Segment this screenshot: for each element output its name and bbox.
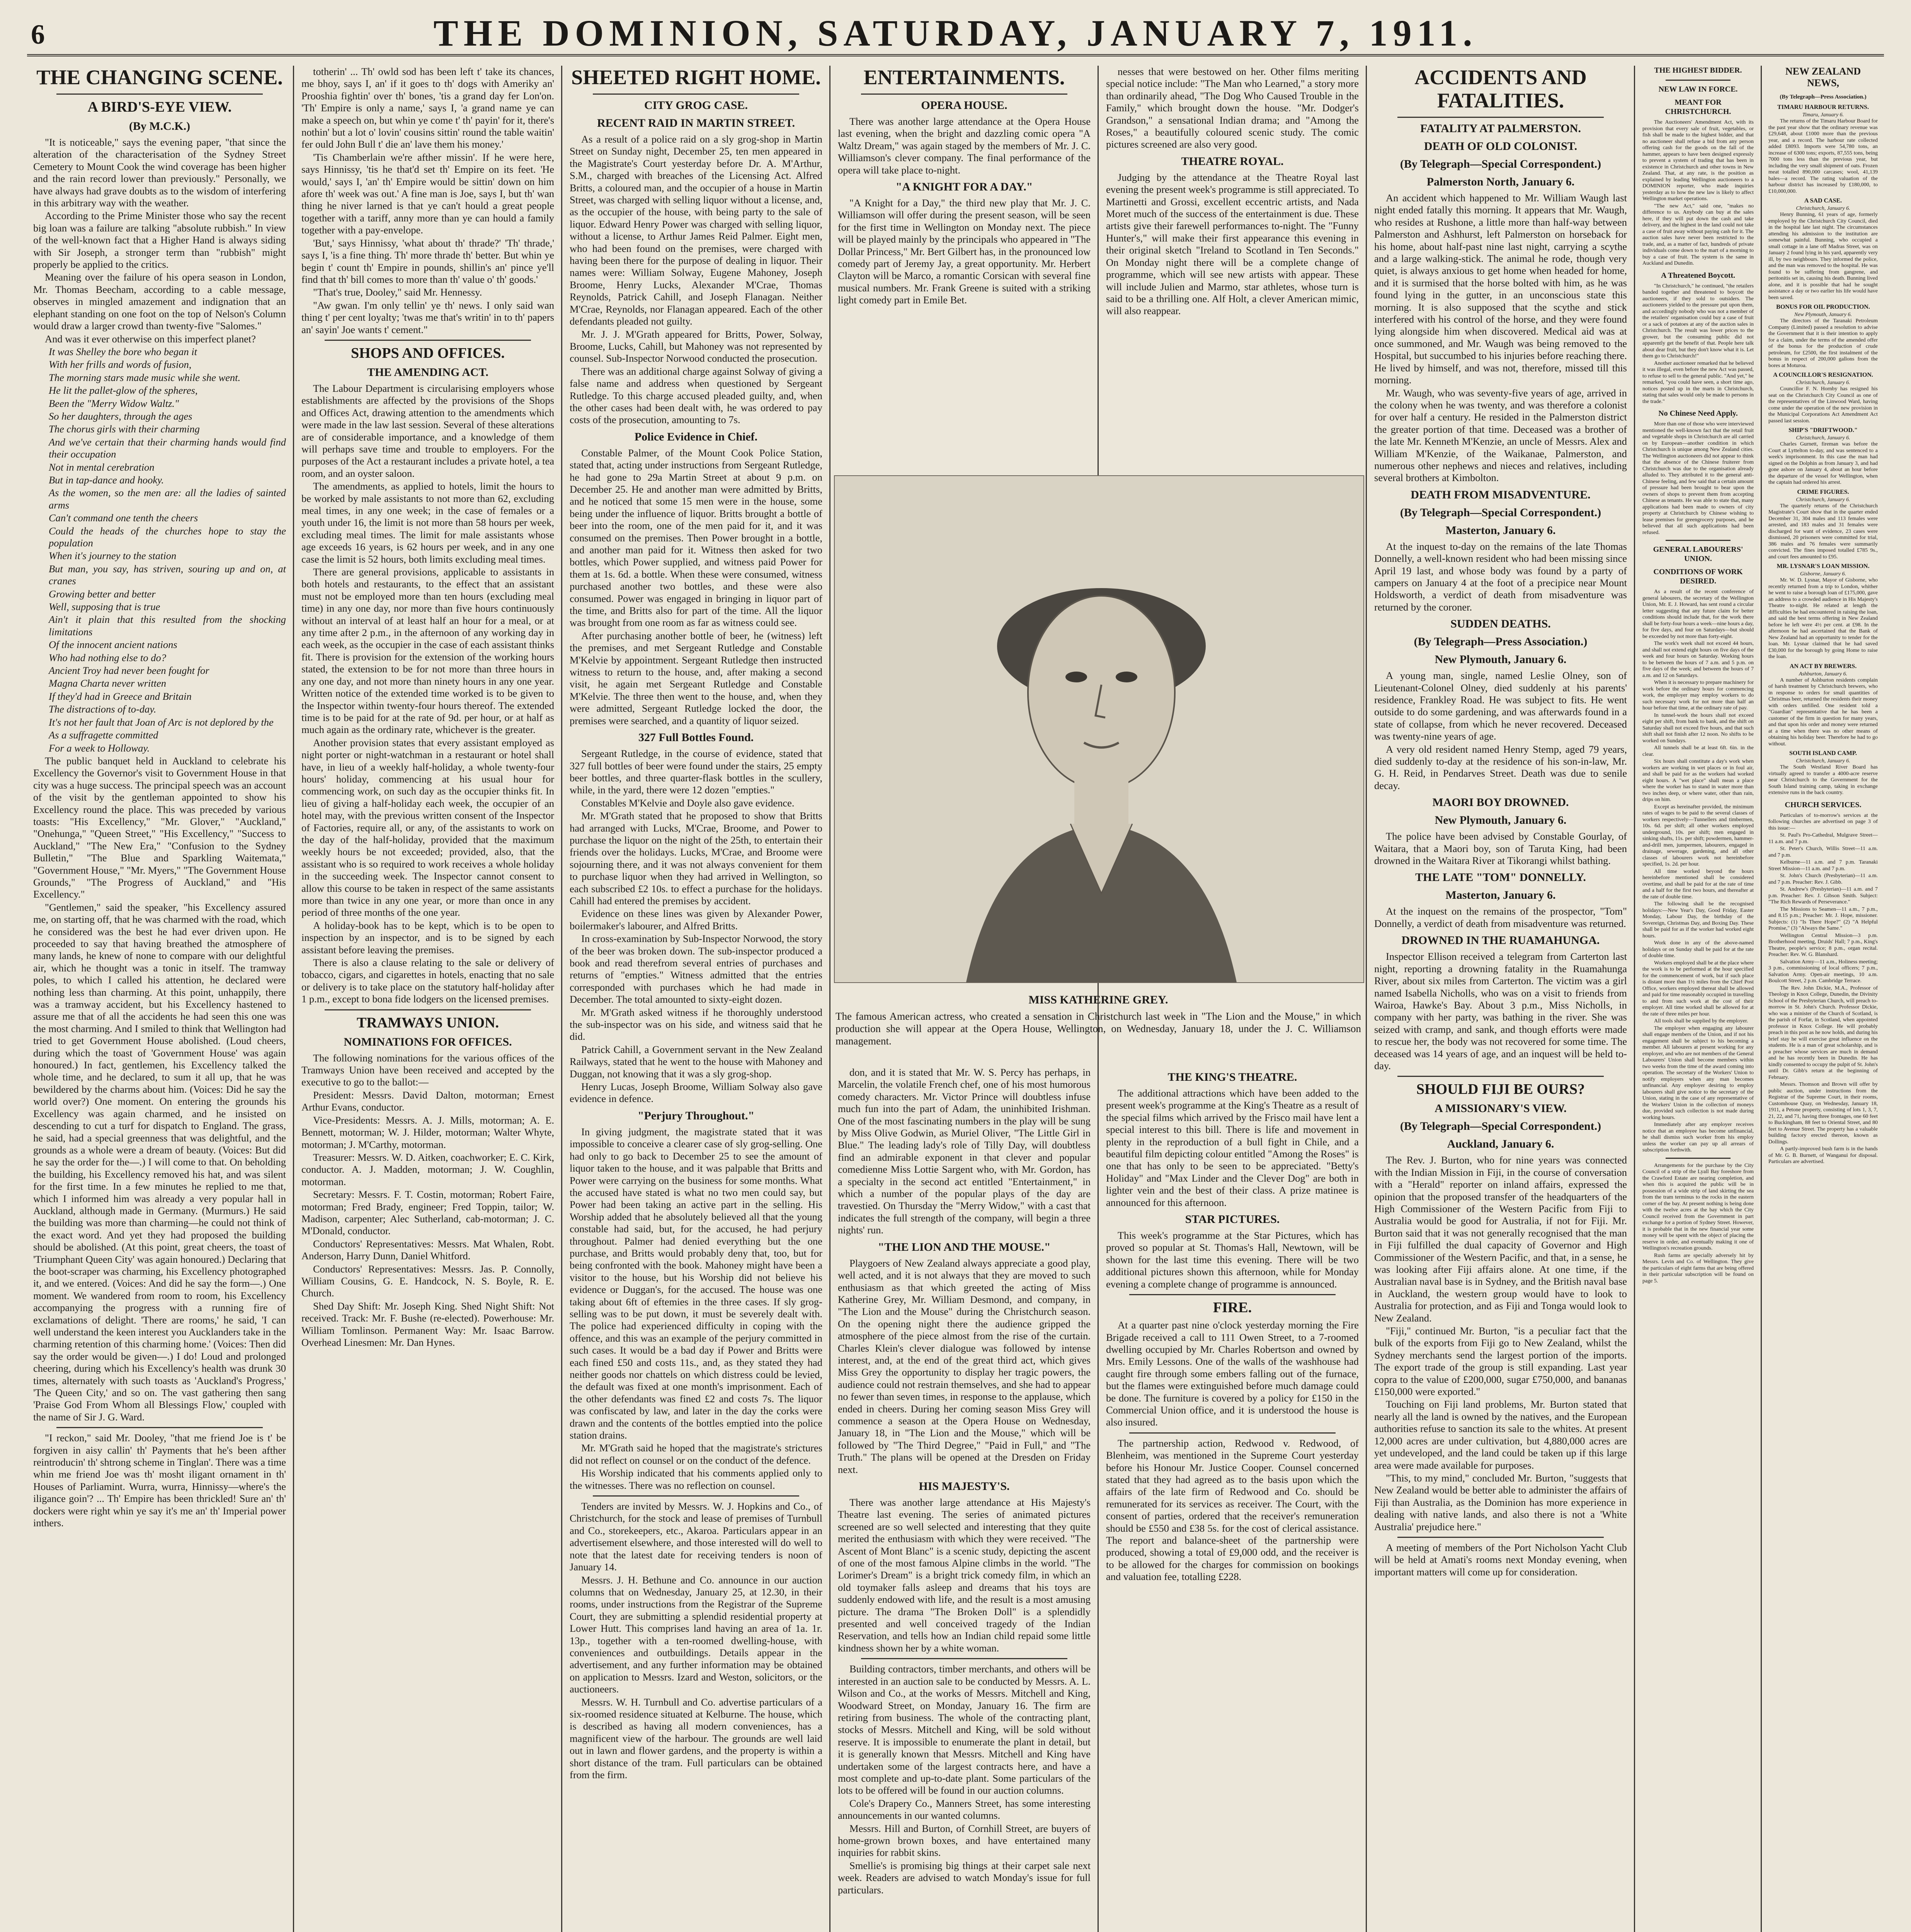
dateline: Christchurch, January 6. <box>1796 206 1850 211</box>
paragraph: "I reckon," said Mr. Dooley, "that me friend Joe is t' be forgiven in aisy callin' th' Payments that he's been afther reintroducin' th' shtrong scheme in Tinglan'. There was a time whin me friend Joe was th' mosht iligant ornament in th' Houses of Parliamint. Wurra, wurra, Hinnissy—where's the iligance goin'? ... Th' Empire has been thrickled! Sure an' th' dockers were right whin ye say it's me an' th' Imperial power inthers. <box>33 1432 286 1529</box>
subhead-bottles: 327 Full Bottles Found. <box>638 731 754 744</box>
paragraph: Building contractors, timber merchants, and others will be interested in an auction sale to be conducted by Messrs. A. L. Wilson and Co., at the works of Messrs. Mitchell and King, Woodward Street, on Monday, January 16. The firm are retiring from business. The whole of the contracting plant, stocks of Messrs. Mitchell and King, will be sold without reserve. It is impossible to enumerate the plant in detail, but it is generally known that Messrs. Mitchell and King have undertaken some of the largest contracts here, and have a most complete and up-to-date plant. Some particulars of the lots to be offered will be found in our auction columns. <box>838 1663 1091 1796</box>
subhead-new-law: NEW LAW IN FORCE. <box>1658 85 1738 94</box>
column-rule <box>1634 66 1635 1932</box>
verse-line: Magna Charta never written <box>49 677 166 689</box>
paragraph: There was another large attendance at the Opera House last evening, when the bright and dazzling comic opera "A Waltz Dream," was again staged by the members of Mr. J. C. Williamson's clever company. The final performance of the opera will take place to-night. <box>838 116 1091 176</box>
column-rule <box>1366 66 1367 1932</box>
dateline: Masterton, January 6. <box>1445 524 1556 537</box>
subhead-city-grog: CITY GROG CASE. <box>644 99 748 112</box>
headline-accidents: ACCIDENTS AND FATALITIES. <box>1414 66 1587 112</box>
paragraph: This week's programme at the Star Pictures, which has proved so popular at St. Thomas's Hall, Newtown, will be shown for the last time this evening. There will be two additional pictures shown this afternoon, while for Monday evening a complete change of programme is announced. <box>1106 1230 1359 1290</box>
paragraph: The Rev. J. Burton, who for nine years was connected with the Indian Mission in Fiji, in the course of conversation with a "Herald" reporter on inland affairs, expressed the opinion that the proposed transfer of the headquarters of the High Commissioner of the Western Pacific from Fiji to Australia would be good for Australia, if not for Fiji. Mr. Burton said that it was not generally recognised that the man in Fiji fulfilled the dual capacity of Governor and High Commissioner of the Western Pacific, and that, in a sense, he was looking after Fiji affairs alone. At one time, if the Australian naval base is in Sydney, and the British naval base in Auckland, the western group would have to look to Australia for protection, and as Fiji and Tonga would look to New Zealand. <box>1374 1154 1627 1324</box>
paragraph: There was another large attendance at His Majesty's Theatre last evening. The series of animated pictures screened are so well selected and interesting that they quite merited the enthusiasm with which they were received. "The Ascent of Mont Blanc" is a scenic study, depicting the ascent of one of the most famous Alpine climbs in the world. "The Lorimer's Dream" is a bright trick comedy film, in which an old toymaker falls asleep and dreams that his toys are suddenly endowed with life, and the result is a most amusing picture. The drama "The Broken Doll" is a splendidly presented and well conceived tragedy of the Indian Reservation, and tells how an Indian child repaid some little kindness shown her by a white woman. <box>838 1497 1091 1654</box>
subhead-perjury: "Perjury Throughout." <box>637 1109 755 1122</box>
caption-text: The famous American actress, who created a sensation in Christchurch last week in "The Lion and the Mouse," in which production she will appear at the Opera House, Wellington, on Wednesday, January 18, under the J. C. Williamson management. <box>836 1010 1361 1047</box>
headline-church-services: CHURCH SERVICES. <box>1785 800 1862 809</box>
paragraph: An accident which happened to Mr. William Waugh last night ended fatally this morning. It appears that Mr. Waugh, who resides at Rushone, a little more than half-way between Palmerston and Ashhurst, left Palmerston on horseback for his home, about half-past nine last night, carrying a scythe and a large walking-stick. The animal he rode, though very quiet, is always anxious to get home when headed for home, and it is surmised that the horse bolted with him, as he was found lying in the gutter, in an unconscious state this morning. It is also supposed that the scythe and stick interfered with his control of the horse, and they were found lying alongside him when discovered. Medical aid was at once summoned, and Mr. Waugh was being removed to the Hospital, but succumbed to his injuries before reaching there. He lived by himself, and was not, therefore, missed till this morning. <box>1374 192 1627 386</box>
paragraph: Sergeant Rutledge, in the course of evidence, stated that 327 full bottles of beer were found under the stairs, 25 empty beer bottles, and three quarter-flask bottles in the scullery, while, in the yard, there were 12 dozen "empties." <box>570 748 822 796</box>
news-item-title: TIMARU HARBOUR RETURNS. <box>1777 104 1869 111</box>
headline-entertainments: ENTERTAINMENTS. <box>863 66 1065 89</box>
paragraph: There was an additional charge against Solway of giving a false name and address when questioned by Sergeant Rutledge. To this charge accused pleaded guilty, and, when the other cases had been dealt with, he was ordered to pay costs of the prosecution, amounting to 7s. <box>570 365 822 426</box>
verse-line: The distractions of to-day. <box>49 703 157 715</box>
dateline: Masterton, January 6. <box>1445 889 1556 902</box>
paragraph: A young man, single, named Leslie Olney, son of Lieutenant-Colonel Olney, died suddenly at his parents' residence, Frankley Road. He was subject to fits. He went outside to do some gardening, and was afterwards found in a state of collapse, from which he never recovered. Deceased was twenty-nine years of age. <box>1374 670 1627 742</box>
paragraph: Salvation Army—11 a.m., Holiness meeting; 3 p.m., commissioning of local officers; 7 p.m., Salvation Army. Open-air meetings, 10 a.m. Boulcott Street, 2 p.m. Cambridge Terrace. <box>1768 959 1878 984</box>
paragraph: Mr. J. J. M'Grath appeared for Britts, Power, Solway, Broome, Lucks, Cahill, but Mahoney was not represented by counsel. Sub-Inspector Norwood conducted the prosecution. <box>570 328 822 364</box>
verse-line: But in tap-dance and hooky. <box>49 474 164 486</box>
verse-line: But man, you say, has striven, souring up and on, at cranes <box>49 563 286 587</box>
paragraph: Mr. M'Grath asked witness if he thoroughly understood the sub-inspector was on his side, and witness said that he did. <box>570 1006 822 1043</box>
paragraph: Touching on Fiji land problems, Mr. Burton stated that nearly all the land is owned by the natives, and the European authorities refuse to sanction its sale to the whites. At present 12,000 acres are under cultivation, but 4,880,000 acres are yet undeveloped, and the land could be taken up if this large area were made available for purposes. <box>1374 1398 1627 1471</box>
paragraph: When it is necessary to prepare machinery for work before the ordinary hours for commencing work, the employer may employ workers to do such necessary work for not more than half an hour before that time, at the ordinary rate of pay. <box>1642 680 1754 711</box>
paragraph: Cole's Drapery Co., Manners Street, has some interesting announcements in our wanted columns. <box>838 1797 1091 1821</box>
paragraph: Messrs. Hill and Burton, of Cornhill Street, are buyers of home-grown brown boxes, and have entertained many inquiries for rabbit skins. <box>838 1822 1091 1859</box>
paragraph: Secretary: Messrs. F. T. Costin, motorman; Robert Faire, motorman; Fred Brady, engineer; Fred Toppin, tailor; W. Madison, carpenter; Alec Sutherland, cab-motorman; J. C. M'Donald, conductor. <box>301 1189 554 1237</box>
subhead-misadventure: DEATH FROM MISADVENTURE. <box>1411 488 1591 501</box>
paragraph: His Worship indicated that his comments applied only to the witnesses. There was no reflection on counsel. <box>570 1467 822 1491</box>
paragraph: The following shall be the recognised holidays:—New Year's Day, Good Friday, Easter Monday, Labour Day, the birthday of the Sovereign, Christmas Day, and Boxing Day. These shall be paid for as if the worker had worked eight hours. <box>1642 901 1754 939</box>
subhead-boycott: A Threatened Boycott. <box>1661 271 1736 280</box>
paragraph: "In Christchurch," he continued, "the retailers banded together and threatened to boycott the auctioneers, if they sold to outsiders. The auctioneers yielded to the pressure put upon them, and accordingly nobody who was not a member of the retailers' organisation could buy a case of fruit or a sack of potatoes at any of the auction sales in Christchurch. The result was lower prices to the grower, but the consuming public did not apparently get the benefit of that. People here talk about dear fruit, but they don't know what it is. Let them go to Christchurch!" <box>1642 283 1754 359</box>
dateline: Christchurch, January 6. <box>1796 435 1850 441</box>
paragraph: St. Andrew's (Presbyterian)—11 a.m. and 7 p.m. Preacher: Rev. J. Gibson Smith. Subject: "The Rich Rewards of Perseverance." <box>1768 886 1878 905</box>
paragraph: The directors of the Taranaki Petroleum Company (Limited) passed a resolution to advise the Government that it is their intention to apply for a claim, under the terms of the amended offer of the bonus for the production of crude petroleum, for £2500, the first instalment of the bonus in respect of 200,000 gallons from the bores at Moturoa. <box>1768 318 1878 369</box>
column-changing-scene <box>27 66 292 1932</box>
paragraph: A meeting of members of the Port Nicholson Yacht Club will be held at Amati's rooms next Monday evening, when important matters will come up for consideration. <box>1374 1541 1627 1578</box>
column-nz-news <box>1762 66 1884 1932</box>
news-item-title: A COUNCILLOR'S RESIGNATION. <box>1773 372 1873 378</box>
subhead-nominations: NOMINATIONS FOR OFFICES. <box>344 1035 512 1048</box>
news-item-title: AN ACT BY BREWERS. <box>1789 663 1857 670</box>
paragraph: Tenders are invited by Messrs. W. J. Hopkins and Co., of Christchurch, for the stock and lease of premises of Turnbull and Co., storekeepers, etc., Akaroa. Particulars appear in an advertisement elsewhere, and those interested will do well to note that the latest date for receiving tenders is noon of January 14. <box>570 1500 822 1573</box>
dateline: Auckland, January 6. <box>1447 1138 1554 1151</box>
paragraph: Treasurer: Messrs. W. D. Aitken, coachworker; E. C. Kirk, conductor. A. J. Madden, motorman; J. W. Coughlin, motorman. <box>301 1151 554 1187</box>
subhead-kings-theatre: THE KING'S THEATRE. <box>1167 1071 1297 1083</box>
paragraph: don, and it is stated that Mr. W. S. Percy has perhaps, in Marcelin, the volatile French chef, one of his most humorous comedy characters. Mr. Victor Prince will doubtless infuse much fun into the part of Adam, the uninhibited Irishman. One of the most fascinating numbers in the play will be sung by Miss Olive Godwin, as Muriel Oliver, "The Little Girl in Blue." The leading lady's role of Tilly Day, will doubtless find an admirable exponent in that clever and popular comedienne Miss Lottie Sargent who, with Mr. Gordon, has a specialty in the second act entitled "Entertainment," in which a number of the popular plays of the day are travestied. On Thursday the "Merry Widow," with a cast that indicates the full strength of the company, will begin a three nights' run. <box>838 1066 1091 1236</box>
news-item-title: A SAD CASE. <box>1804 197 1842 204</box>
paragraph: There is also a clause relating to the sale or delivery of tobacco, cigars, and cigarettes in hotels, enacting that no sale or delivery is to take place on the statutory half-holiday after 1 p.m., except to bona fide lodgers on the licensed premises. <box>301 957 554 1005</box>
dateline: Palmerston North, January 6. <box>1426 175 1575 188</box>
headline-fire: FIRE. <box>1213 1299 1252 1316</box>
subhead-lion-mouse: "THE LION AND THE MOUSE." <box>878 1240 1051 1253</box>
paragraph: Mr. W. D. Lysnar, Mayor of Gisborne, who recently returned from a trip to London, whither he went to raise a borough loan of £175,000, gave an address to a crowded audience in His Majesty's Theatre to-night. He related at length the difficulties he had encountered in raising the loan, and said the best terms offering in New Zealand before he left were 4½ per cent. at £98. In the afternoon he had ascertained that the Bank of New Zealand had an opportunity to tender for the loan. Mr. Lysnar claimed that he had saved £30,000 for the borough by going Home to raise the loan. <box>1768 577 1878 660</box>
paragraph: There are general provisions, applicable to assistants in both hotels and restaurants, to the effect that an assistant must not be employed more than ten hours (excluding meal time) in any one day, nor more than five hours continuously without an interval of at least half an hour for a meal, or at any time after 2 p.m., in the afternoon of any working day in each week, as the occupier in the case of each assistant thinks fit. There is provision for the extension of the working hours stated, the extension to be for not more than three hours in any one day, and not more than ninety hours in any one year. Written notice of the extended time worked is to be given to the Inspector within twenty-four hours thereof. The extended time is to be paid for at the rate of 9d. per hour, or at half as much again as the ordinary rate, whichever is the greater. <box>301 566 554 736</box>
dateline: Ashburton, January 6. <box>1799 671 1848 677</box>
paragraph: Playgoers of New Zealand always appreciate a good play, well acted, and it is not always that they are moved to such enthusiasm as that which greeted the acting of Miss Katherine Grey, Mr. William Desmond, and company, in "The Lion and the Mouse" during the Christchurch season. On the opening night there the audience gripped the atmosphere of the piece almost from the rise of the curtain. Charles Klein's clever dialogue was followed by intense interest, and, at the end of the great third act, which gives Miss Grey the opportunity to display her tragic powers, the audience could not restrain themselves, and she had to appear no fewer than seven times, in response to the applause, which ended in cheers. During her coming season Miss Grey will commence a season at the Opera House on Wednesday, January 18, in "The Lion and the Mouse," which will be followed by "The Third Degree," "Paid in Full," and "The Truth." The plans will be opened at the Dresden on Friday next. <box>838 1257 1091 1475</box>
paragraph: At a quarter past nine o'clock yesterday morning the Fire Brigade received a call to 111 Owen Street, to a 7-roomed dwelling occupied by Mr. Charles Robertson and owned by Mrs. Emily Lessons. One of the walls of the washhouse had caught fire through some embers falling out of the furnace, but the flames were extinguished before much damage could be done. The furniture is covered by a policy for £150 in the Commercial Union office, and it is understood the house is also insured. <box>1106 1319 1359 1428</box>
paragraph: The police have been advised by Constable Gourlay, of Waitara, that a Maori boy, son of Taruta King, had been drowned in the Waitara River at Tikorangi whilst bathing. <box>1374 830 1627 867</box>
subhead-no-chinese: No Chinese Need Apply. <box>1658 409 1738 418</box>
news-item-title: CRIME FIGURES. <box>1797 488 1849 495</box>
news-item-title: MR. LYSNAR'S LOAN MISSION. <box>1777 563 1870 570</box>
news-item-title: BONUS FOR OIL PRODUCTION. <box>1776 304 1870 310</box>
paragraph: The Rev. John Dickie, M.A., Professor of Theology in Knox College, Dunedin, the Divinity School of the Presbyterian Church, will preach to-morrow in St. John's Church. Professor Dickie, who was a minister of the Church of Scotland, is the parish of Forfar, in Scotland, when appointed professor in Knox College. He will probably preach in this post as he now holds, and during his brief stay he will exercise great influence on the students. He is a man of great scholarship, and is a preacher whose services are much in demand and he has recently been in Dunedin. He has kindly consented to occupy the pulpit of St. John's until Dr. Gibb's return at the beginning of February. <box>1768 985 1878 1080</box>
headline-labourers-union: GENERAL LABOURERS' UNION. <box>1653 545 1743 563</box>
paragraph: President: Messrs. David Dalton, motorman; Ernest Arthur Evans, conductor. <box>301 1089 554 1113</box>
paragraph: Six hours shall constitute a day's work when workers are working in wet places or in foul air, and shall be paid for as the workers had worked eight hours. A "wet place" shall mean a place where the worker has to stand in water more than two inches deep, or where water, other than rain, drips on him. <box>1642 759 1754 803</box>
verse-line: For a week to Holloway. <box>49 742 150 754</box>
paragraph: Constables M'Kelvie and Doyle also gave evidence. <box>581 797 795 809</box>
paragraph: Immediately after any employer receives notice that an employee has become unfinancial, he shall dismiss such worker from his employ unless the worker can pay up all arrears of subscription forthwith. <box>1642 1122 1754 1153</box>
subhead-amending-act: THE AMENDING ACT. <box>367 366 488 379</box>
paragraph: Messrs. J. H. Bethune and Co. announce in our auction columns that on Wednesday, January 25, at 12.30, in their rooms, under instructions from the Registrar of the Supreme Court, they are submitting a splendid residential property at Lower Hutt. This comprises land having an area of 1a. 1r. 13p., together with a ten-roomed dwelling-house, with conveniences and outbuildings. Details appear in the advertisement, and any further information may be obtained on application to Messrs. Izard and Weston, solicitors, or the auctioneers. <box>570 1574 822 1695</box>
column-shops-tramways <box>295 66 560 1932</box>
paragraph: "Gentlemen," said the speaker, "his Excellency assured me, on starting off, that he was charmed with the road, which he considered was the best he had ever driven upon. He proceeded to say that having breathed the atmosphere of many lands, he knew of none to compare with our delightful air, which he thought was a tonic in itself. The tramway poles, to which I called his attention, he declared were nothing less than charming. At this point, unhappily, there was a tramway accident, but his Excellency hastened to assure me that of all the accidents he had seen this one was the most charming. And I smiled to think that Wellington had tried to get Government House abolished. (Loud cheers, during which the toast of 'Government House' was again honoured.) In fact, gentlemen, his Excellency talked the whole time, and he declared, to sum it all up, that he was bewildered by the charms about him. (Voices: Did he say the world over?) One moment. On entering the grounds his Excellency was again charmed, and he insisted on descending to cut a turf for dispatch to England. The grass, he said, had a special greenness that was delightful, and the grounds as a whole were a dream of beauty. (Voices: But did he say the order for the—.) I will come to that. On beholding the building, his Excellency removed his hat, and was silent for the first time. In a few minutes he replied to me that, which I informed him was already a very popular hall in Auckland, although made in Germany. (Murmurs.) He said the building was more than charming—he could not think of the exact word. And yet they had proposed the building should be abolished. (At this point, great cheers, the toast of 'Triumphant Queen City' was again honoured.) Declaring that the boot-scraper was charming, his Excellency photographed it, and we entered. (Voices: And did he say the form—.) One moment. We wandered from room to room, his Excellency accompanying the progress with a running fire of exclamations of delight. 'There are rooms,' he said, 'I can well understand the keen interest you Aucklanders take in the charming retention of this charming home.' (Voices: Then did say the order would be given—.) I do! Loud and prolonged cheering, during which his Excellency's health was drunk 30 times, alternately with such toasts as 'Auckland's Progress,' 'The Queen City,' and so on. The vast gathering then sang 'Praise God From Whom all Blessings Flow,' coupled with the name of Sir J. G. Ward. <box>33 901 286 1423</box>
paragraph: "Aw gwan. I'm only tellin' ye th' news. I only said wan thing t' per cent loyalty; 'twas me that's writin' in to th' papers an' sayin' Joe wants t' cement." <box>301 299 554 335</box>
subhead-his-majestys: HIS MAJESTY'S. <box>919 1480 1010 1493</box>
source-line: (By Telegraph—Press Association.) <box>1414 635 1588 648</box>
verse-line: Growing better and better <box>49 588 156 600</box>
headline-changing-scene: THE CHANGING SCENE. <box>36 66 283 89</box>
paragraph: Shed Day Shift: Mr. Joseph King. Shed Night Shift: Not received. Track: Mr. F. Bushe (re-elected). Powerhouse: Mr. William Tomlinson. Permanent Way: Mr. Isaac Barrow. Overhead Linesmen: Mr. Dan Hynes. <box>301 1300 554 1348</box>
verse-line: It's not her fault that Joan of Arc is not deplored by the <box>49 716 274 728</box>
paragraph: The Auctioneers' Amendment Act, with its provision that every sale of fruit, vegetables, or fish shall be made to the highest bidder, and that no auctioneer shall refuse a bid from any person offering cash for the goods on the fall of the hammer, appears to have been designed expressly to prevent a system of trading that has been in existence in Christchurch and other towns in New Zealand. That, at any rate, is the position as explained by leading Wellington auctioneers to a DOMINION reporter, who made inquiries yesterday as to how the new law is likely to affect Wellington market operations. <box>1642 119 1754 202</box>
source-line: (By Telegraph—Press Association.) <box>1780 94 1867 100</box>
paragraph: The returns of the Timaru Harbour Board for the past year show that the ordinary revenue was £29,648, about £1000 more than the previous year, and a record. The harbour rate collected added £8093. Imports were 54,780 tons, an increase of 6300 tons; exports, 87,555 tons, being 7000 tons less than the previous year, but including the very small shipment of oats. Frozen meat totalled 890,000 carcases; wool, 41,139 bales—a record. The rating valuation of the harbour district has increased by £180,000, to £10,000,000. <box>1768 118 1878 194</box>
column-entertainments-lower <box>832 1066 1097 1932</box>
verse-line: The chorus girls with their charming <box>49 423 200 435</box>
paragraph: Except as hereinafter provided, the minimum rates of wages to be paid to the several classes of workers respectively—Tunnellers and timbermen, 10s. 6d. per shift; all other workers employed underground, 10s. per shift; men engaged in sinking shafts, 11s. per shift; powdermen, hammer-and-drill men, jumpermen, labourers, engaged in drainage, sewerage, gardening, and all other classes of labourers work not hereinbefore specified, 1s. 2d. per hour. <box>1642 804 1754 867</box>
paragraph: Henry Lucas, Joseph Broome, William Solway also gave evidence in defence. <box>570 1081 822 1105</box>
verse-line: As the women, so the men are: all the ladies of sainted arms <box>49 487 286 511</box>
subhead-missionary: A MISSIONARY'S VIEW. <box>1435 1102 1567 1115</box>
verse-line: He lit the pallet-glow of the spheres, <box>49 384 198 396</box>
source-line: (By Telegraph—Special Correspondent.) <box>1400 1120 1601 1133</box>
paragraph: After purchasing another bottle of beer, he (witness) left the premises, and met Sergeant Rutledge and Constable M'Kelvie by appointment. Sergeant Rutledge then instructed witness to return to the house, and, after making a second visit, he again met Sergeant Rutledge and Constable M'Kelvie. The three then went to the house, and, when they were admitted, Sergeant Rutledge locked the door, the premises were searched, and a quantity of liquor seized. <box>570 629 822 726</box>
paragraph: Councillor F. N. Hornby has resigned his seat on the Christchurch City Council as one of the representatives of the Linwood Ward, having come under the operation of the new provision in the Municipal Corporations Act Amendment Act passed last session. <box>1768 386 1878 424</box>
paragraph: All tunnels shall be at least 6ft. 6in. in the clear. <box>1642 745 1754 757</box>
paragraph: Conductors' Representatives: Messrs. Jas. P. Connolly, William Cousins, G. E. Handcock, N. S. Boyle, R. E. Church. <box>301 1263 554 1299</box>
dateline: New Plymouth, January 6. <box>1794 312 1852 318</box>
paragraph: 'Tis Chamberlain we're afther missin'. If he were here, says Hinnissy, 'tis he that'd set th' Empire on its feet. 'He would,' says I, 'an' th' Empire would be sittin' down on him afore th' week was out.' A fine man is Joe, says I, but th' wan thing he niver larned is that ye can't hould a great people together with a tariff, anny more than ye can hould a family together with a pay-envelope. <box>301 151 554 236</box>
page-number: 6 <box>31 19 45 50</box>
dateline: New Plymouth, January 6. <box>1435 814 1567 827</box>
paragraph: All time worked beyond the hours hereinbefore mentioned shall be considered overtime, and shall be paid for at the rate of time and a half for the first two hours, and thereafter at the rate of double time. <box>1642 868 1754 900</box>
verse-line: Can't command one tenth the cheers <box>49 512 198 524</box>
subhead-sudden-deaths: SUDDEN DEATHS. <box>1450 617 1551 631</box>
paragraph: More than one of those who were interviewed mentioned the well-known fact that the retail fruit and vegetable shops in Christchurch are all carried on by European—another condition in which Christchurch is unique among New Zealand cities. The Wellington auctioneers did not appear to think that the absence of the Chinese fruiterer from Christchurch was due to the organisation already alluded to. They attributed it to the general anti-Chinese feeling, and few said that a certain amount of pressure had been brought to bear upon the owners of shops to prevent them from accepting Chinese as tenants. He was able to state that, many applications had been made to owners of city property at Christchurch by Chinese wishing to lease premises for greengrocery purposes, and he believed that all such applications had been refused. <box>1642 421 1754 536</box>
paragraph: The amendments, as applied to hotels, limit the hours to be worked by male assistants to not more than 62, excluding meal times, in any one week; in the case of females or a youth under 16, the limit is not more than 58 hours per week, excluding meal times. The limit for male assistants whose age exceeds 16 years, is 62 hours per week, and in any one case the limit is 52 hours, both limits excluding meal times. <box>301 480 554 565</box>
paragraph: Patrick Cahill, a Government servant in the New Zealand Railways, stated that he went to the house with Mahoney and Duggan, not knowing that it was a sly grog-shop. <box>570 1043 822 1080</box>
verse-line: Of the innocent ancient nations <box>49 639 177 651</box>
subhead-birds-eye: A BIRD'S-EYE VIEW. <box>87 99 232 115</box>
subhead-ruamahunga: DROWNED IN THE RUAMAHUNGA. <box>1401 934 1600 947</box>
subhead-knight: "A KNIGHT FOR A DAY." <box>895 180 1033 194</box>
paragraph: A number of Ashburton residents complain of harsh treatment by Christchurch brewers, who in response to orders for small quantities of Christmas beer, returned the residents their money with orders unfilled. One resident told a "Guardian" representative that he has been a customer of the firm in question for many years, and that upon his order and money were returned at a time when there was no other means of obtaining his holiday beer. Therefore he had to go without. <box>1768 677 1878 747</box>
column-sheeted-home <box>563 66 829 1932</box>
column-rule <box>293 66 294 1932</box>
paragraph: The work's week shall not exceed 44 hours, and shall not extend eight hours on five days of the week and four hours on Saturday. Working hours to be between the hours of 7 a.m. and 5 p.m. on five days of the week; and between the hours of 7 a.m. and 12 on Saturdays. <box>1642 641 1754 679</box>
headline-fiji: SHOULD FIJI BE OURS? <box>1416 1081 1585 1098</box>
paragraph: All tools shall be supplied by the employer. <box>1654 1018 1748 1024</box>
column-rule <box>561 66 562 1932</box>
paragraph: Constable Palmer, of the Mount Cook Police Station, stated that, acting under instructions from Sergeant Rutledge, he had gone to 29a Martin Street at about 9 p.m. on December 25. He and another man were admitted by Britts, and he noticed that some 15 men were in the house, some being under the influence of liquor. Britts brought a bottle of beer into the room, one of the men paid for it, and it was consumed on the premises. Then Power brought in a bottle, and another man paid for it. Witness then asked for two bottles, which Power supplied, and witness paid Power for them at 1s. 6d. a bottle. When these were consumed, witness purchased another two bottles, and these were also consumed. Power was engaged in bringing in liquor part of the time, and Britts also for part of the time. All the liquor was brought from one room as far as witness could see. <box>570 447 822 629</box>
subhead-star-pictures: STAR PICTURES. <box>1185 1213 1280 1226</box>
paragraph: The following nominations for the various offices of the Tramways Union have been received and accepted by the executive to go to the ballot:— <box>301 1052 554 1088</box>
headline-highest-bidder: THE HIGHEST BIDDER. <box>1654 66 1742 75</box>
photo-katherine-grey <box>834 475 1364 983</box>
verse-line: As a suffragette committed <box>49 729 158 741</box>
paragraph: "That's true, Dooley," said Mr. Hennessy. <box>313 286 482 298</box>
paragraph: Arrangements for the purchase by the City Council of a strip of the Lyall Bay foreshore from the Crawford Estate are nearing completion, and when this is acquired the public will be in possession of a wide strip of land skirting the sea from the tram terminus to the rocks in the eastern corner of the bay. At present nothing is being done with the twelve acres at the bay which the City Council received from the Government in part exchange for a portion of Sydney Street. However, it is probable that in the new financial year some money will be spent with the object of placing the reserve in order, and eventually making it one of Wellington's recreation grounds. <box>1642 1162 1754 1251</box>
paragraph: St. Paul's Pro-Cathedral, Mulgrave Street—11 a.m. and 7 p.m. <box>1768 832 1878 845</box>
verse-line: And we've certain that their charming hands would find their occupation <box>49 436 286 460</box>
paragraph: In giving judgment, the magistrate stated that it was impossible to conceive a clearer case of sly grog-selling. One had only to go back to December 25 to see the amount of liquor taken to the house, and it was palpable that Britts and Power were carrying on the business for some months. What the accused have stated is what no two men could say, but Power had been taking an active part in the selling. His Worship added that he absolutely believed all that the young constable had said, but, for the accused, he had perjury throughout. Palmer had denied everything but the one purchase, and Britts would probably deny that, too, but for being confronted with the book. Mahoney might have been a visitor to the house, but his Worship did not believe his evidence or Duggan's, for the accused. The house was one taking about 6ft of eftemies in the three cases. If sly grog-selling was to be put down, it must be severely dealt with. The police had experienced difficulty in coping with the offence, and this was an example of the perjury committed in such cases. It would be a bad day if Power and Britts were each fined £50 and costs 11s., and, as they stated they had neither goods nor chattels on which distress could be levied, the default was fixed at one month's imprisonment. Each of the other defendants was fined £2 and costs 7s. The liquor was confiscated by law, and later in the day the corks were drawn and the contents of the bottles emptied into the police station drains. <box>570 1126 822 1441</box>
paragraph: Judging by the attendance at the Theatre Royal last evening the present week's programme is still appreciated. To Martinetti and Grossi, excellent eccentric artists, and Nada Moret much of the success of the entertainment is due. These artists give their farewell performances to-night. The "Funny Hunter's," will make their first appearance this evening in their original sketch "Ireland to Scotland in Ten Seconds." On Monday night there will be a complete change of programme, which will see new artists with appear. These will include Julien and Marmo, star athletes, whose turn is said to be a thrilling one. Alf Holt, a clever American mimic, will also reappear. <box>1106 171 1359 317</box>
paragraph: Henry Bunning, 61 years of age, formerly employed by the Christchurch City Council, died in the hospital late last night. The circumstances attending his admission to the institution are somewhat painful. Bunning, who occupied a small cottage in a lane off Madras Street, was on January 2 found lying in his yard, apparently very ill, by two neighbours. They informed the police, and the man was removed to the hospital. He was found to be suffering from gangrene, and peritonitis set in, causing his death. Bunning lived alone, and it is possible that had he sought assistance a day or two earlier his life would have been saved. <box>1768 212 1878 301</box>
paragraph: Meaning over the failure of his opera season in London, Mr. Thomas Beecham, according to a cable message, observes in mingled amazement and indignation that an elephant standing on one foot on the top of Nelson's Column would draw a larger crowd than twenty-five "Salomes." <box>33 271 286 332</box>
dateline: Christchurch, January 6. <box>1796 497 1850 503</box>
dateline: Christchurch, January 6. <box>1796 380 1850 386</box>
paragraph: At the inquest on the remains of the prospector, "Tom" Donnelly, a verdict of death from misadventure was returned. <box>1374 905 1627 929</box>
column-rule <box>1761 66 1762 1932</box>
paragraph: Evidence on these lines was given by Alexander Power, boilermaker's labourer, and Alfred Britts. <box>570 908 822 932</box>
paragraph: Work done in any of the above-named holidays or on Sunday shall be paid for at the rate of double time. <box>1642 940 1754 959</box>
subhead-old-colonist: DEATH OF OLD COLONIST. <box>1424 140 1577 153</box>
paragraph: Mr. M'Grath stated that he proposed to show that Britts had arranged with Lucks, M'Crae, Broome, and Power to purchase the liquor on the night of the 25th, to entertain their friends over the holidays. Lucks, M'Crae, and Broome were sojourning there, and it was not always convenient for them to purchase liquor when they had arrived in Wellington, so each subscribed £2 10s. to effect a purchase for the holidays. Cahill had entered the premises by accident. <box>570 810 822 906</box>
paragraph: "Fiji," continued Mr. Burton, "is a peculiar fact that the bulk of the exports from Fiji go to New Zealand, whilst the Sydney merchants send the largest portion of the imports. The export trade of the group is still expanding. Last year copra to the value of £200,000, sugar £750,000, and bananas £150,000 were exported." <box>1374 1325 1627 1398</box>
paragraph: A partly-improved bush farm is in the hands of Mr. G. B. Burnett, of Wanganui for disposal. Particulars are advertised. <box>1768 1146 1878 1165</box>
paragraph: Smellie's is promising big things at their carpet sale next week. Readers are advised to watch Monday's issue for full particulars. <box>838 1859 1091 1896</box>
paragraph: The additional attractions which have been added to the present week's programme at the King's Theatre as a result of the special films which arrived by the Frisco mail have lent a special interest to this bill. There is life and movement in plenty in the reproduction of a bull fight in Chile, and a beautiful film depicting colour entitled "Among the Roses" is one that has only to be seen to be appreciated. "Betty's Holiday" and "Max Linder and the Clever Dog" are both in lighter vein and the best of their class. A prize matinee is announced for this afternoon. <box>1106 1087 1359 1208</box>
column-highest-bidder <box>1636 66 1760 1932</box>
paragraph: According to the Prime Minister those who say the recent big loan was a failure are talking "absolute rubbish." In view of the well-known fact that a Higher Hand is always siding with Sir Joseph, a stronger term than "rubbish" might properly be applied to the critics. <box>33 210 286 270</box>
dateline: Christchurch, January 6. <box>1796 758 1850 764</box>
dateline: New Plymouth, January 6. <box>1435 653 1567 666</box>
paragraph: "This, to my mind," concluded Mr. Burton, "suggests that New Zealand would be better able to administer the affairs of Fiji than Australia, as the Dominion has more experience in dealing with native lands, and also there is not a 'White Australia' prejudice here." <box>1374 1472 1627 1532</box>
dateline: Gisborne, January 6. <box>1800 571 1846 577</box>
subhead-tom-donnelly: THE LATE "TOM" DONNELLY. <box>1415 871 1586 884</box>
caption-title: MISS KATHERINE GREY. <box>1028 993 1168 1006</box>
byline: (By M.C.K.) <box>129 120 191 133</box>
paragraph: As a result of a police raid on a sly grog-shop in Martin Street on Sunday night, December 25, ten men appeared in the Magistrate's Court yesterday before Dr. A. M'Arthur, S.M., charged with breaches of the Licensing Act. Alfred Britts, a coloured man, and the occupier of a house in Martin Street, was charged with selling liquor without a license, and, as the occupier of the house, with being party to the sale of liquor. Edward Henry Power was charged with selling liquor, without a license, to Arthur James Reid Palmer. Eight men, who had been found on the premises, were charged with having been there for the purpose of dealing in liquor. Their names were: William Solway, Eugene Mahoney, Joseph Broome, Henry Lucks, Alexander M'Crae, Thomas Reynolds, Patrick Cahill, and Joseph Flanagan. Neither M'Crae, Reynolds, nor Flanagan appeared. Each of the other defendants pleaded not guilty. <box>570 133 822 327</box>
verse-line: Ancient Troy had never been fought for <box>49 665 209 677</box>
paragraph: "A Knight for a Day," the third new play that Mr. J. C. Williamson will offer during the present season, will be seen for the first time in Wellington on Monday next. The piece will be played mainly by the principals who appeared in "The Dollar Princess," Mr. Bert Gilbert has, in the pronounced low comedy part of Jeremy Jay, a great opportunity. Mr. Herbert Clayton will be Marco, a romantic Corsican with several fine musical numbers. Mr. Frank Greene is suited with a striking light comedy part in Emile Bet. <box>838 197 1091 306</box>
verse-line: Been the "Merry Widow Waltz." <box>49 397 179 409</box>
paragraph: St. Peter's Church, Willis Street—11 a.m. and 7 p.m. <box>1768 846 1878 858</box>
paragraph: Rush farms are specially adversely hit by Messrs. Levin and Co. of Wellington. They give the particulars of eight farms that are being offered in their particular subscription will be found on page 5. <box>1642 1252 1754 1284</box>
subhead-theatre-royal: THEATRE ROYAL. <box>1181 155 1284 168</box>
subhead-christchurch: MEANT FOR CHRISTCHURCH. <box>1665 98 1731 116</box>
paragraph: 'But,' says Hinnissy, 'what about th' thrade?' 'Th' thrade,' says I, 'is a fine thing. Th' more thrade th' better. But whin ye begin t' count th' Empire in pounds, shillin's an' pince ye'll find that th' bill comes to more than th' value o' th' goods.' <box>301 237 554 285</box>
paragraph: Inspector Ellison received a telegram from Carterton last night, reporting a drowning fatality in the Ruamahunga River, about six miles from Carterton. The victim was a girl named Isabella Nicholls, who was on a visit to friends from Wairoa, Hawke's Bay. About 3 p.m., Miss Nicholls, in company with her party, was bathing in the river. She was seized with cramp, and sank, and though efforts were made to rescue her, the body was not recovered for some time. The deceased was 14 years of age, and an inquest will be held to-day. <box>1374 951 1627 1071</box>
subhead-conditions: CONDITIONS OF WORK DESIRED. <box>1653 568 1743 585</box>
paragraph: At the inquest to-day on the remains of the late Thomas Donnelly, a well-known resident who had been missing since April 19 last, and whose body was found by a party of campers on January 4 at the foot of a precipice near Mount Holdsworth, a verdict of death from misadventure was returned by the coroner. <box>1374 540 1627 613</box>
dateline: Timaru, January 6. <box>1802 112 1844 118</box>
headline-tramways-union: TRAMWAYS UNION. <box>356 1014 499 1031</box>
verse-line: Well, supposing that is true <box>49 601 160 613</box>
paragraph: The partnership action, Redwood v. Redwood, of Blenheim, was mentioned in the Supreme Court yesterday before his Honour Mr. Justice Cooper. Counsel concerned stated that they had agreed as to the basis upon which the affairs of the late firm of Redwood and Co. should be remunerated for its services as receiver. The Court, with the consent of parties, ordered that the receiver's remuneration should be £550 and £38 5s. for the cost of clerical assistance. The report and balance-sheet of the partnership were produced, showing a total of £9,000 odd, and the receiver is to be allowed for the charges for commission on bookings and valuation fee, totalling £228. <box>1106 1437 1359 1583</box>
news-item-title: SHIP'S "DRIFTWOOD." <box>1788 427 1858 434</box>
paragraph: Messrs. Thomson and Brown will offer by public auction, under instructions from the Registrar of the Supreme Court, in their rooms, Customhouse Quay, on Wednesday, January 18, 1911, a Petone property, consisting of lots 1, 3, 7, 21, 22, and 71, having three frontages, one 60 feet to Buckingham, 88 feet to Oriental Street, and 80 feet to Avenue Street. The property has a valuable building factory erected thereon, known as Dollings. <box>1768 1082 1878 1145</box>
paragraph: Vice-Presidents: Messrs. A. J. Mills, motorman; A. E. Bennett, motorman; W. J. Hilder, motorman; Walter Whyte, motorman; J. M'Carthy, motorman. <box>301 1114 554 1150</box>
verse-line: With her frills and words of fusion, <box>49 359 192 371</box>
headline-nz-news: NEW ZEALAND NEWS, <box>1785 66 1861 88</box>
verse-line: Ain't it plain that this resulted from the shocking limitations <box>49 614 286 638</box>
subhead-maori-boy: MAORI BOY DROWNED. <box>1432 796 1569 809</box>
column-entertainments <box>832 66 1097 471</box>
paragraph: The employer when engaging any labourer shall engage members of the Union, and if not his engagement shall be subject to his becoming a member. All labourers at present working for any employer, and who are not members of the General Labourers' Union shall become members within two weeks from the time of the award coming into operation. The secretary of the Workers' Union to notify employers when any man becomes unfinancial. Any employer desiring to employ labourers shall give notice to the secretary of the Union, stating in the case of any representative of the Workers' Union in the collection of moneys due, provided such collection is not made during working hours. <box>1642 1025 1754 1121</box>
headline-sheeted-home: SHEETED RIGHT HOME. <box>571 66 821 89</box>
paragraph: Charles Gurnett, fireman was before the Court at Lyttelton to-day, and was sentenced to a week's imprisonment. In this case the man had signed on the Dolphin as from January 3, and had gone ashore on January 4, about an hour before the departure of the vessel for Wellington, when the captain had ordered his arrest. <box>1768 441 1878 485</box>
paragraph: The public banquet held in Auckland to celebrate his Excellency the Governor's visit to Government House in that city was a huge success. The principal speech was an account of the visit by the gentleman appointed to show his Excellency round the place. This was preceded by various toasts: "His Excellency," "Mr. Glover," "Auckland," "Onehunga," "Queen Street," "His Excellency," "Success to Auckland," "The New Era," "Confusion to the Sydney Bulletin," "The Blue and Sparkling Waitemata," "Government House," "Mr. Myers," "The Government House Grounds," "The Progress of Auckland," and "His Excellency." <box>33 755 286 900</box>
paragraph: And was it ever otherwise on this imperfect planet? <box>45 333 256 345</box>
subhead-police-evidence: Police Evidence in Chief. <box>634 430 758 443</box>
paragraph: nesses that were bestowed on her. Other films meriting special notice include: "The Man who Learned," a story more than ordinarily ahead, "The Dog Who Caused Trouble in the Family," which brought down the house. "Mr. Dodger's Grandson," a sensational Indian drama; and "Among the Roses," a beautifully coloured scenic study. The comic pictures screened are also very good. <box>1106 66 1359 150</box>
paragraph: Another auctioneer remarked that he believed it was illegal, even before the new Act was passed, to refuse to sell to the general public. "And yet," he remarked, "you could have seen, a short time ago, notices posted up in the marts in Christchurch, stating that sales would only be made to persons in the trade." <box>1642 360 1754 405</box>
paragraph: Workers employed shall be at the place where the work is to be performed at the hour specified for the commencement of work, but if such place is distant more than 1½ miles from the Chief Post Office, workers employed thereat shall be allowed and paid for time reasonably occupied in travelling to and from such work at the cost of their employer. All time worked shall be allowed for at the rate of three miles per hour. <box>1642 960 1754 1017</box>
paragraph: Mr. M'Grath said he hoped that the magistrate's strictures did not reflect on counsel or on the conduct of the defence. <box>570 1442 822 1466</box>
paragraph: The quarterly returns of the Christchurch Magistrate's Court show that in the quarter ended December 31, 304 males and 113 females were arrested, and 183 males and 31 females were discharged for want of evidence, 23 cases were dismissed, 20 prisoners were committed for trial, 386 males and 76 females were summarily convicted. The fines imposed totalled £785 9s., and court fees amounted to £95. <box>1768 503 1878 560</box>
paragraph: St. John's Church (Presbyterian)—11 a.m. and 7 p.m. Preacher: Rev. J. Gibb. <box>1768 873 1878 885</box>
source-line: (By Telegraph—Special Correspondent.) <box>1400 158 1601 170</box>
verse-line: It was Shelley the bore who began it <box>49 345 197 357</box>
paragraph: Wellington Central Mission—3 p.m. Brotherhood meeting, Druids' Hall; 7 p.m., King's Theatre, people's service; 8 p.m., organ recital. Preacher: Rev. W. G. Blanshard. <box>1768 932 1878 957</box>
paragraph: In cross-examination by Sub-Inspector Norwood, the story of the beer was broken down. The sub-inspector produced a book and read therefrom several entries of purchases and returns of "empties." Witness admitted that the entries corresponded with purchases which he had made in December. The total amounted to sixty-eight dozen. <box>570 933 822 1005</box>
column-theatres-lower <box>1100 1066 1365 1932</box>
paragraph: Conductors' Representatives: Messrs. Mat Whalen, Robt. Anderson, Harry Dunn, Daniel Whitford. <box>301 1238 554 1262</box>
subhead-martin-street: RECENT RAID IN MARTIN STREET. <box>597 117 795 129</box>
paragraph: Messrs. W. H. Turnbull and Co. advertise particulars of a six-roomed residence situated at Kelburne. The house, which is described as having all modern conveniences, has a magnificent view of the harbour. The grounds are well laid out in lawn and flower gardens, and the property is within a short distance of the tram. Full particulars can be obtained from the firm. <box>570 1696 822 1781</box>
portrait-illustration <box>835 476 1363 982</box>
paragraph: "It is noticeable," says the evening paper, "that since the alteration of the characterisation of the Sydney Street Cemetery to Mount Cook the wind coverage has been higher and the rain record lower than previously." Personally, we have always had grave doubts as to the wisdom of interfering in this arbitrary way with the weather. <box>33 136 286 209</box>
source-line: (By Telegraph—Special Correspondent.) <box>1400 506 1601 519</box>
paragraph: "The new Act," said one, "makes no difference to us. Anybody can buy at the sales here, if they will put down the cash and take delivery, and the highest in the land could not take a case of fruit away without paying cash for it. The auction sales have never been restricted to the trade, and, as a matter of fact, hundreds of private individuals come down to the mart of a morning to buy a case of fruit. The system is the same in Auckland and Dunedin. <box>1642 203 1754 266</box>
paragraph: In tunnel-work the hours shall not exceed eight per shift, from bank to bank, and the shift on Saturday shall not exceed five hours, and that such shift shall not finish after 12 noon. No shifts to be worked on Sundays. <box>1642 712 1754 744</box>
paragraph: totherin' ... Th' owld sod has been left t' take its chances, me bhoy, says I, an' if it goes to th' dogs with Ameriky an' Prooshia fightin' over th' bones, 'tis a grand day fer Lon'on. 'Th' Empire is only a name,' says I, 'a grand name ye can make a speech on, but whin ye come t' th' payin' for it, there's nothin' but a lot o' lovin' cousins sittin' round the table waitin' fer ould John Bull t' die an' lave them his money.' <box>301 66 554 150</box>
masthead <box>27 8 1884 56</box>
headline-shops-offices: SHOPS AND OFFICES. <box>351 345 505 361</box>
verse-line: So her daughters, through the ages <box>49 410 192 422</box>
column-rule <box>829 66 830 1932</box>
photo-caption <box>836 989 1361 1047</box>
verse-line: Who had nothing else to do? <box>49 651 166 663</box>
column-theatres-top <box>1100 66 1365 471</box>
subhead-opera-house: OPERA HOUSE. <box>921 99 1007 112</box>
paragraph: The South Westland River Board has virtually agreed to transfer a 4000-acre reserve near Christchurch to the Government for the South Island training camp, taking in exchange extensive runs in the back country. <box>1768 764 1878 796</box>
paragraph: Another provision states that every assistant employed as night porter or night-watchman in a restaurant or hotel shall have, in lieu of a weekly half-holiday, a whole twenty-four hours' holiday, commencing at his usual hour for commencing work, on such day as the occupier thinks fit. In lieu of giving a half-holiday each week, the occupier of an hotel may, with the previous written consent of the Inspector of Factories, require all, or any, of the assistants to work on the day of the half-holiday, provided that the maximum weekly hours be not exceeded; provided, also, that the assistant who is so required to work receives a whole holiday in the succeeding week. The Inspector cannot consent to allow this course to be taken in respect of the same assistants more than twice in any one year, or more than once in any period of three months of the one year. <box>301 736 554 918</box>
verse-line: Not in mental cerebration <box>49 461 155 473</box>
verse-line: When it's journey to the station <box>49 550 177 562</box>
verse-line: Could the heads of the churches hope to stay the population <box>49 525 286 549</box>
paragraph: Mr. Waugh, who was seventy-five years of age, arrived in the colony when he was twenty, and was therefore a colonist for over half a century. He resided in the Palmerston district the greater portion of that time. Deceased was a brother of the late Mr. Kenneth M'Kenzie, an uncle of Messrs. Alex and William M'Kenzie, of the Waikanae, Palmerston, and numerous other nephews and nieces and relatives, including several brothers at Kimbolton. <box>1374 387 1627 484</box>
column-accidents <box>1368 66 1633 1932</box>
subhead-fatality: FATALITY AT PALMERSTON. <box>1420 122 1581 135</box>
paragraph: Kelburne—11 a.m. and 7 p.m. Taranaki Street Mission—11 a.m. and 7 p.m. <box>1768 859 1878 872</box>
paragraph: The Labour Department is circularising employers whose establishments are affected by the provisions of the Shops and Offices Act, drawing attention to the amendments which were made in the law last session. Several of these alterations are of considerable importance, and a knowledge of them will perhaps save time and trouble to employers. For the purposes of the Act a restaurant includes a private hotel, a tea room, and an oyster saloon. <box>301 382 554 479</box>
verse-line: The morning stars made music while she went. <box>49 371 241 383</box>
news-item-title: SOUTH ISLAND CAMP. <box>1789 750 1857 757</box>
paragraph: As a result of the recent conference of general labourers, the secretary of the Wellington Union, Mr. E. J. Howard, has sent round a circular letter suggesting that any future claim for better conditions should include that, for the work there shall be forty-four hours a week—nine hours a day, for five days, and four on Saturdays—but should be exceeded by not more than forty-eight. <box>1642 589 1754 639</box>
verse-line: If they'd had in Greece and Britain <box>49 690 192 702</box>
paragraph: A very old resident named Henry Stemp, aged 79 years, died suddenly to-day at the residence of his son-in-law, Mr. G. H. Reid, in Pendarves Street. Death was due to senile decay. <box>1374 743 1627 791</box>
paragraph: Particulars of to-morrow's services at the following churches are advertised on page 3 of this issue:— <box>1768 812 1878 831</box>
newspaper-title: THE DOMINION, SATURDAY, JANUARY 7, 1911. <box>433 12 1478 54</box>
paragraph: A holiday-book has to be kept, which is to be open to inspection by an inspector, and is to be signed by each assistant before leaving the premises. <box>301 919 554 956</box>
paragraph: The Missions to Seamen—11 a.m., 7 p.m., and 8.15 p.m.; Preacher: Mr. J. Hope, missioner. Subjects: (1) "Is There Hope?" (2) "A Helpful Promise," (3) "Always the Same." <box>1768 906 1878 931</box>
